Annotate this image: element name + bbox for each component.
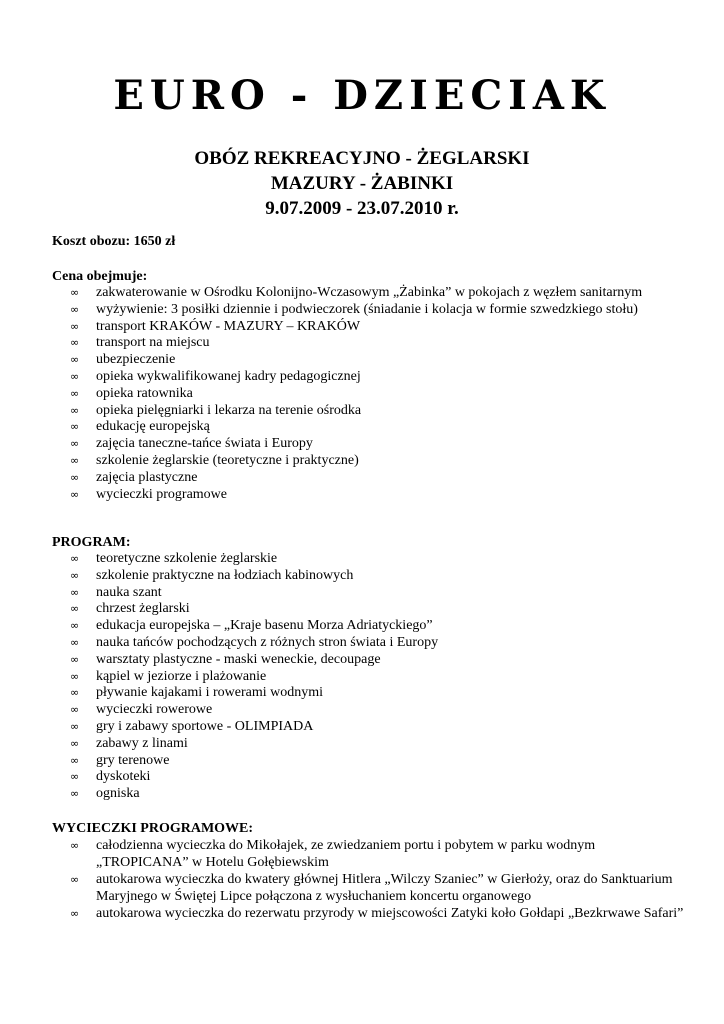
list-item-text: edukacja europejska – „Kraje basenu Morza Adriatyckiego” [96, 618, 433, 634]
infinity-bullet-icon: ∞ [70, 336, 80, 350]
infinity-bullet-icon: ∞ [70, 386, 80, 400]
camp-title: OBÓZ REKREACYJNO - ŻEGLARSKI [194, 148, 530, 169]
infinity-bullet-icon: ∞ [70, 286, 80, 299]
list-item [70, 652, 690, 669]
infinity-bullet-icon: ∞ [70, 487, 80, 501]
includes-title: Cena obejmuje: [52, 269, 148, 284]
camp-cost: Koszt obozu: 1650 zł [52, 234, 176, 249]
list-item [70, 635, 690, 652]
infinity-bullet-icon: ∞ [70, 770, 80, 784]
camp-dates: 9.07.2009 - 23.07.2010 r. [265, 198, 459, 219]
list-item [70, 470, 690, 487]
infinity-bullet-icon: ∞ [70, 568, 80, 582]
brand-title: EURO - DZIECIAK [113, 72, 611, 119]
list-item [70, 369, 690, 386]
infinity-bullet-icon: ∞ [70, 719, 80, 733]
list-item-text: ubezpieczenie [96, 352, 176, 368]
infinity-bullet-icon: ∞ [70, 552, 80, 565]
infinity-bullet-icon: ∞ [70, 686, 80, 700]
list-item [70, 453, 690, 470]
list-item-text: opieka pielęgniarki i lekarza na terenie ośrodka [96, 402, 362, 418]
list-item-text: zajęcia taneczne-tańce świata i Europy [96, 436, 313, 452]
list-item-text: opieka ratownika [96, 385, 193, 401]
list-item [70, 753, 690, 770]
list-item-text: autokarowa wycieczka do kwatery głównej Hitlera „Wilczy Szaniec” w Gierłoży, oraz do Sanktuarium Maryjnego w Świętej Lipce połączona z wysłuchaniem koncertu organowego [96, 872, 673, 904]
list-item [70, 769, 690, 786]
list-item-text: edukację europejską [96, 419, 210, 435]
infinity-bullet-icon: ∞ [70, 635, 80, 649]
program-title: PROGRAM: [52, 535, 131, 550]
list-item-text: warsztaty plastyczne - maski weneckie, decoupage [96, 651, 381, 667]
list-item-text: zakwaterowanie w Ośrodku Kolonijno-Wczasowym „Żabinka” w pokojach z węzłem sanitarnym [96, 285, 643, 300]
list-item [70, 719, 690, 736]
list-item-text: zabawy z linami [96, 735, 188, 751]
list-item-text: wycieczki rowerowe [96, 702, 213, 718]
list-item [70, 403, 690, 420]
infinity-bullet-icon: ∞ [70, 839, 80, 852]
list-item-text: gry i zabawy sportowe - OLIMPIADA [96, 718, 314, 734]
list-item-text: teoretyczne szkolenie żeglarskie [96, 551, 278, 566]
list-item [70, 335, 690, 352]
infinity-bullet-icon: ∞ [70, 437, 80, 451]
list-item-text: transport na miejscu [96, 335, 210, 351]
list-item-text: szkolenie żeglarskie (teoretyczne i praktyczne) [96, 452, 359, 468]
list-item-text: gry terenowe [96, 752, 170, 768]
infinity-bullet-icon: ∞ [70, 787, 80, 801]
list-item-text: chrzest żeglarski [96, 601, 190, 617]
list-item-text: dyskoteki [96, 769, 151, 785]
list-item [70, 386, 690, 403]
trips-list [70, 837, 690, 922]
list-item [70, 352, 690, 369]
infinity-bullet-icon: ∞ [70, 873, 80, 886]
trips-title: WYCIECZKI PROGRAMOWE: [52, 821, 254, 836]
list-item-text: szkolenie praktyczne na łodziach kabinowych [96, 567, 354, 583]
list-item [70, 601, 690, 618]
infinity-bullet-icon: ∞ [70, 669, 80, 683]
list-item-text: autokarowa wycieczka do rezerwatu przyrody w miejscowości Zatyki koło Gołdapi „Bezkrwawe Safari” [96, 906, 684, 921]
infinity-bullet-icon: ∞ [70, 736, 80, 750]
infinity-bullet-icon: ∞ [70, 585, 80, 599]
infinity-bullet-icon: ∞ [70, 907, 80, 920]
list-item-text: zajęcia plastyczne [96, 469, 198, 485]
list-item [70, 736, 690, 753]
list-item [70, 551, 690, 568]
infinity-bullet-icon: ∞ [70, 619, 80, 633]
list-item [70, 871, 690, 905]
list-item [70, 685, 690, 702]
list-item [70, 302, 690, 319]
list-item [70, 319, 690, 336]
infinity-bullet-icon: ∞ [70, 420, 80, 434]
list-item-text: pływanie kajakami i rowerami wodnymi [96, 685, 324, 701]
infinity-bullet-icon: ∞ [70, 353, 80, 367]
infinity-bullet-icon: ∞ [70, 602, 80, 616]
list-item-text: wycieczki programowe [96, 486, 227, 502]
list-item-text: ogniska [96, 786, 140, 802]
includes-list [70, 285, 690, 503]
list-item-text: nauka tańców pochodzących z różnych stron świata i Europy [96, 634, 439, 650]
infinity-bullet-icon: ∞ [70, 652, 80, 666]
list-item [70, 618, 690, 635]
list-item-text: kąpiel w jeziorze i plażowanie [96, 668, 267, 684]
list-item [70, 419, 690, 436]
list-item [70, 786, 690, 803]
list-item [70, 837, 690, 871]
list-item-text: nauka szant [96, 584, 162, 600]
program-list [70, 551, 690, 803]
list-item [70, 905, 690, 922]
infinity-bullet-icon: ∞ [70, 302, 80, 316]
list-item [70, 669, 690, 686]
infinity-bullet-icon: ∞ [70, 369, 80, 383]
list-item [70, 487, 690, 504]
list-item-text: całodzienna wycieczka do Mikołajek, ze zwiedzaniem portu i pobytem w parku wodnym „TROPICANA” w Hotelu Gołębiewskim [96, 838, 596, 870]
list-item [70, 285, 690, 302]
camp-location: MAZURY - ŻABINKI [270, 173, 454, 194]
infinity-bullet-icon: ∞ [70, 470, 80, 484]
list-item [70, 568, 690, 585]
infinity-bullet-icon: ∞ [70, 319, 80, 333]
infinity-bullet-icon: ∞ [70, 453, 80, 467]
infinity-bullet-icon: ∞ [70, 753, 80, 767]
list-item [70, 702, 690, 719]
infinity-bullet-icon: ∞ [70, 703, 80, 717]
list-item-text: opieka wykwalifikowanej kadry pedagogicznej [96, 368, 361, 384]
list-item-text: transport KRAKÓW - MAZURY – KRAKÓW [96, 318, 361, 334]
list-item-text: wyżywienie: 3 posiłki dziennie i podwieczorek (śniadanie i kolacja w formie szwedzkiego stołu) [96, 301, 638, 317]
infinity-bullet-icon: ∞ [70, 403, 80, 417]
list-item [70, 436, 690, 453]
list-item [70, 585, 690, 602]
